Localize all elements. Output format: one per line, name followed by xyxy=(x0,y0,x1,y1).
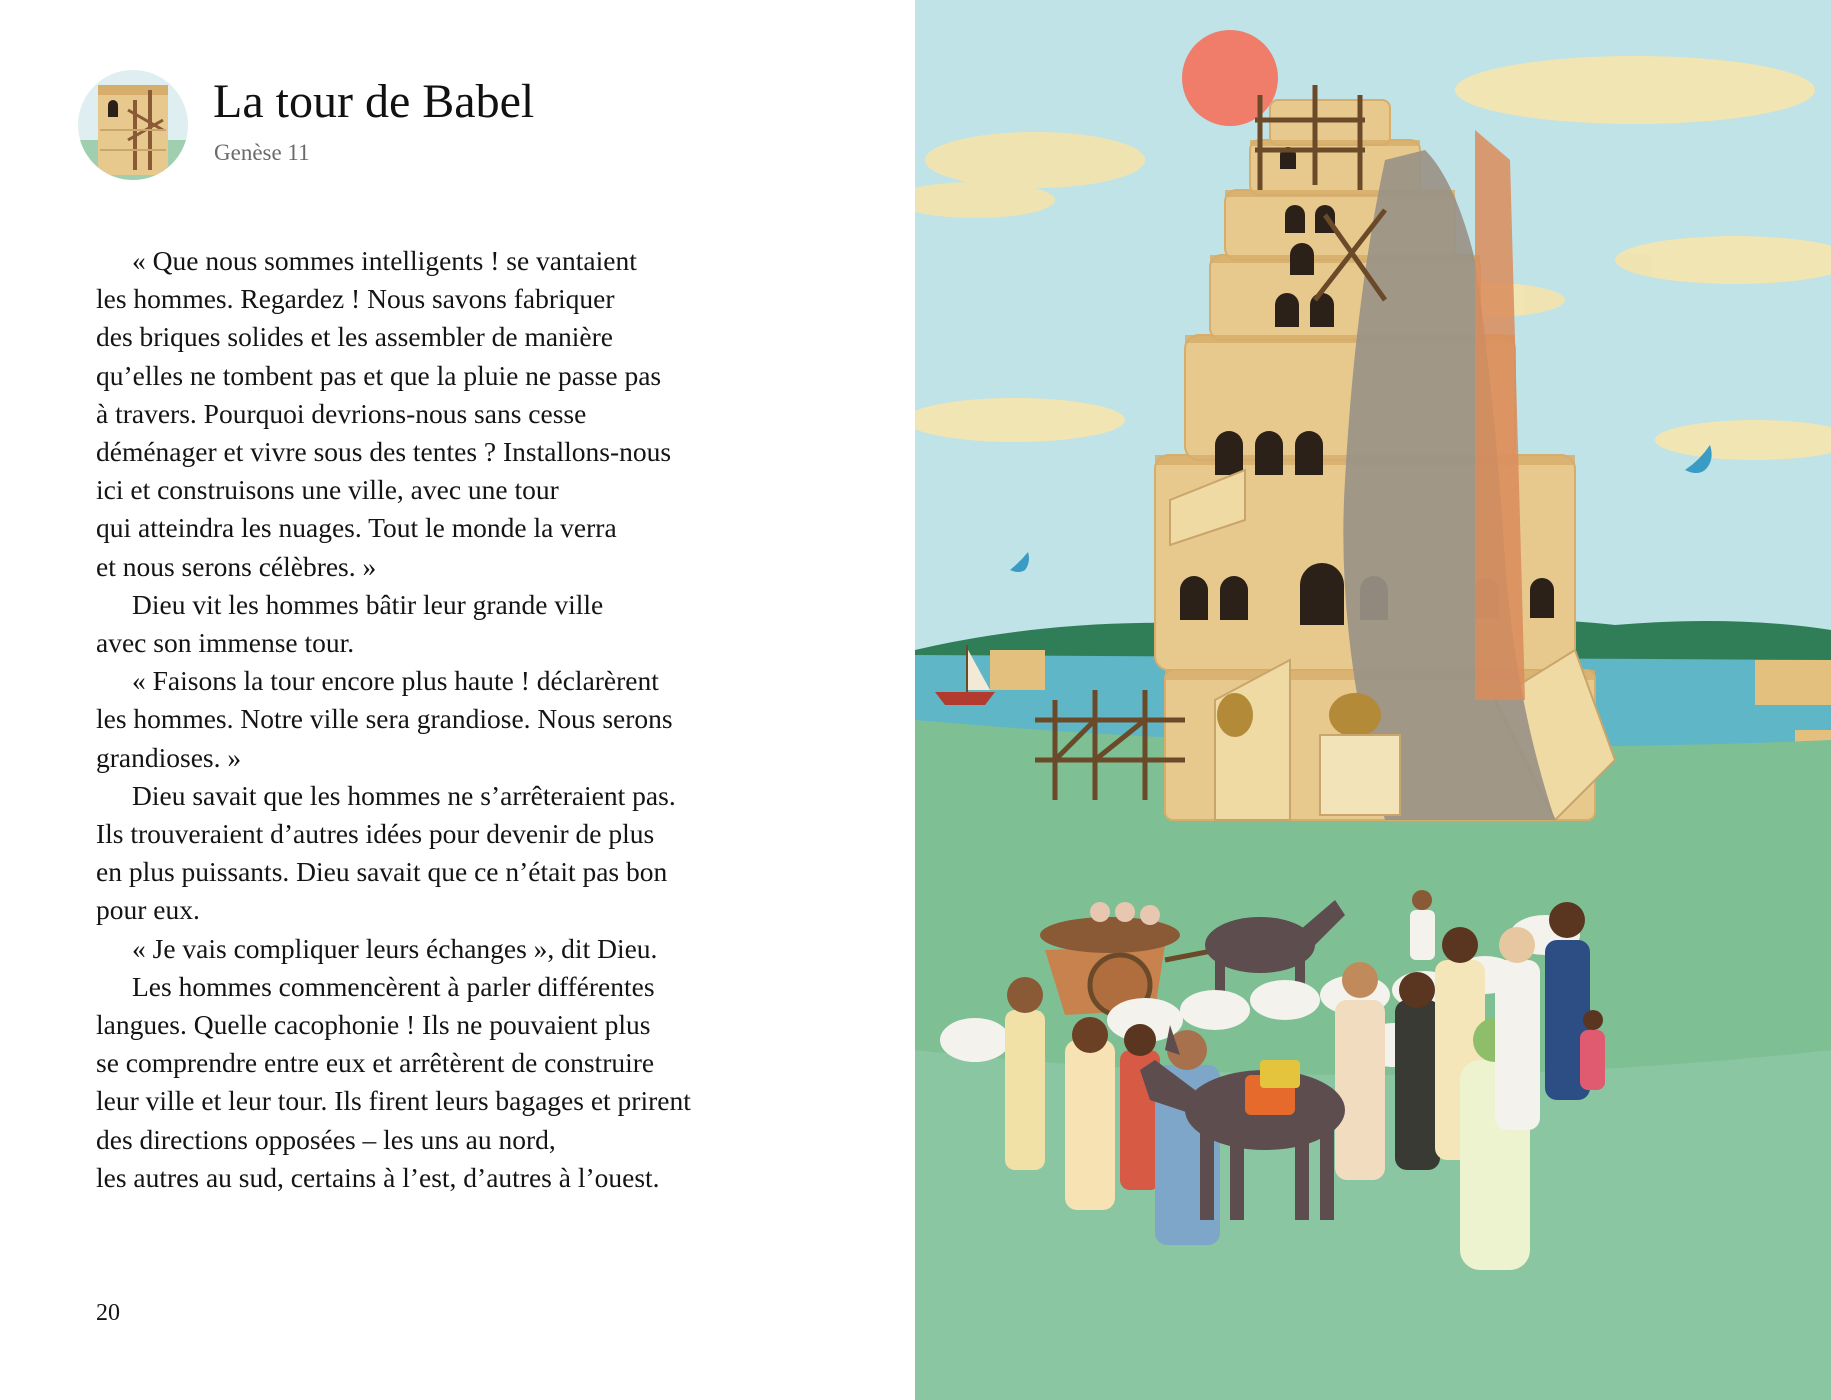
pedestal xyxy=(1320,735,1400,815)
story-line: des briques solides et les assembler de manière xyxy=(96,321,613,353)
story-line: leur ville et leur tour. Ils firent leurs bagages et prirent xyxy=(96,1085,691,1117)
story-line: avec son immense tour. xyxy=(96,627,355,659)
bible-reference: Genèse 11 xyxy=(214,140,310,165)
story-text xyxy=(96,242,756,1197)
story-line: les hommes. Regardez ! Nous savons fabriquer xyxy=(96,283,615,315)
text-page xyxy=(0,0,915,1400)
story-line: Les hommes commencèrent à parler différentes xyxy=(132,970,655,1002)
story-line: grandioses. » xyxy=(96,741,242,773)
story-line: Dieu savait que les hommes ne s’arrêteraient pas. xyxy=(132,779,676,811)
story-line: déménager et vivre sous des tentes ? Installons-nous xyxy=(96,436,672,468)
story-line: Dieu vit les hommes bâtir leur grande ville xyxy=(132,588,604,620)
story-line: se comprendre entre eux et arrêtèrent de construire xyxy=(96,1047,655,1079)
story-line: et nous serons célèbres. » xyxy=(96,550,377,582)
tower-of-babel-illustration xyxy=(915,0,1831,1400)
story-line: « Faisons la tour encore plus haute ! déclarèrent xyxy=(132,665,659,697)
story-line: « Que nous sommes intelligents ! se vantaient xyxy=(132,245,637,276)
story-line: langues. Quelle cacophonie ! Ils ne pouvaient plus xyxy=(96,1009,651,1041)
story-line: en plus puissants. Dieu savait que ce n’était pas bon xyxy=(96,856,668,888)
tower-thumbnail-icon xyxy=(78,70,188,180)
story-line: des directions opposées – les uns au nord, xyxy=(96,1123,556,1155)
story-line: qui atteindra les nuages. Tout le monde la verra xyxy=(96,512,617,544)
story-line: les autres au sud, certains à l’est, d’autres à l’ouest. xyxy=(96,1161,660,1193)
sun xyxy=(1182,30,1278,126)
story-line: à travers. Pourquoi devrions-nous sans cesse xyxy=(96,397,587,429)
story-line: pour eux. xyxy=(96,894,200,926)
story-line: ici et construisons une ville, avec une tour xyxy=(96,474,559,506)
story-line: « Je vais compliquer leurs échanges », dit Dieu. xyxy=(132,932,658,964)
page-number: 20 xyxy=(96,1300,120,1326)
page-title: La tour de Babel xyxy=(213,75,535,128)
story-line: qu’elles ne tombent pas et que la pluie ne passe pas xyxy=(96,359,662,391)
story-line: Ils trouveraient d’autres idées pour devenir de plus xyxy=(96,818,655,850)
story-line: les hommes. Notre ville sera grandiose. Nous serons xyxy=(96,703,673,735)
